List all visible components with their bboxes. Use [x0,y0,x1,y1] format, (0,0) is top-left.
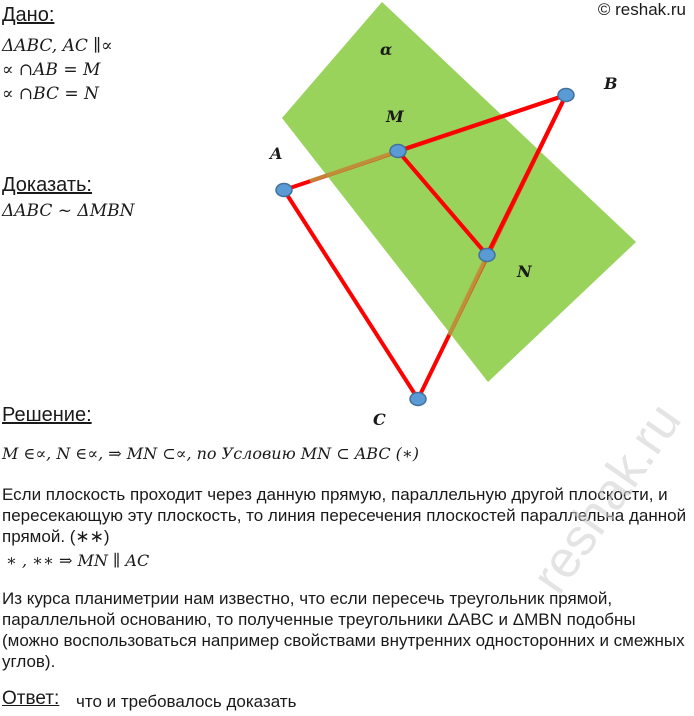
plane-overlay [282,2,636,382]
watermark: reshak.ru [520,393,693,604]
given-line-2: ∝ ∩AB = M [2,60,101,80]
given-line-3: ∝ ∩BC = N [2,84,99,104]
label-C: C [373,410,386,429]
solution-heading: Решение: [2,404,92,426]
answer-text: что и требовалось доказать [76,692,297,711]
solution-paragraph-2: Из курса планиметрии нам известно, что если пересечь треугольник прямой, параллельной основанию, то полученные треугольники ΔABC и ΔMBN подобны (можно воспользоваться например свойствами внутренних односторонних и смежных углов). [2,589,685,671]
label-N: N [517,262,532,281]
prove-heading: Доказать: [2,174,92,196]
label-B: B [604,74,618,93]
plane-label: α [380,40,393,59]
point-A [276,184,292,197]
given-line-1: ΔABC, AC ∥∝ [2,36,113,56]
given-heading: Дано: [2,4,55,26]
label-A: A [270,144,283,163]
point-M [390,145,406,158]
answer-label: Ответ: [2,688,60,709]
point-N [479,249,495,262]
solution-paragraph-1: Если плоскость проходит через данную прямую, параллельную другой плоскости, и пересекающую эту плоскость, то линия пересечения плоскостей параллельна данной прямой. (∗∗) [2,485,687,546]
prove-statement: ΔABC ~ ΔMBN [2,201,135,221]
solution-line-2: ∗ , ∗∗ ⇒ MN ∥ AC [6,551,150,570]
label-M: M [386,107,404,126]
copyright: © reshak.ru [597,0,686,19]
solution-line-1: M ∈∝, N ∈∝, ⇒ MN ⊂∝, по Условию MN ⊂ ABC (∗) [2,444,420,463]
point-B [558,89,574,102]
point-C [410,393,426,406]
